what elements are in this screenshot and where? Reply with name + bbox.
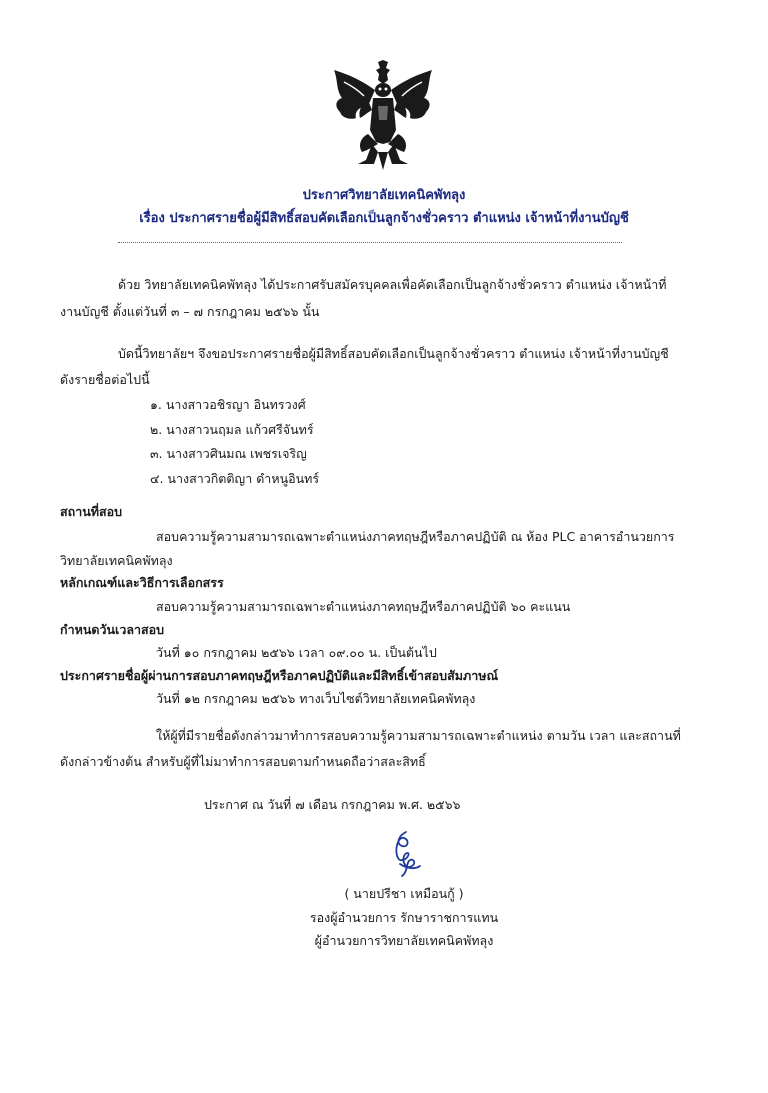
criteria-heading: หลักเกณฑ์และวิธีการเลือกสรร	[60, 575, 224, 590]
intro-line-1: ด้วย วิทยาลัยเทคนิคพัทลุง ได้ประกาศรับสมัครบุคคลเพื่อคัดเลือกเป็นลูกจ้างชั่วคราว ตำแหน่ง เจ้าหน้าที่	[118, 277, 667, 292]
intro-line-2: งานบัญชี ตั้งแต่วันที่ ๓ – ๗ กรกฎาคม ๒๕๖๖ นั้น	[60, 304, 320, 319]
notice-line-2: ดังกล่าวข้างต้น สำหรับผู้ที่ไม่มาทำการสอบตามกำหนดถือว่าสละสิทธิ์	[60, 754, 426, 769]
schedule-heading: กำหนดวันเวลาสอบ	[60, 622, 165, 637]
signer-position-1: รองผู้อำนวยการ รักษาราชการแทน	[309, 910, 499, 925]
notice-line-1: ให้ผู้ที่มีรายชื่อดังกล่าวมาทำการสอบความรู้ความสามารถเฉพาะตำแหน่ง ตามวัน เวลา และสถานที่	[156, 728, 681, 743]
announce-line-1: บัดนี้วิทยาลัยฯ จึงขอประกาศรายชื่อผู้มีสิทธิ์สอบคัดเลือกเป็นลูกจ้างชั่วคราว ตำแหน่ง เจ้าหน้าที่งานบัญชี	[118, 346, 669, 361]
venue-line-2: วิทยาลัยเทคนิคพัทลุง	[60, 553, 173, 568]
announce-line-2: ดังรายชื่อต่อไปนี้	[60, 372, 150, 387]
announcement-date: ประกาศ ณ วันที่ ๗ เดือน กรกฎาคม พ.ศ. ๒๕๖๖	[204, 797, 461, 812]
signer-position-2: ผู้อำนวยการวิทยาลัยเทคนิคพัทลุง	[314, 933, 494, 948]
candidate-item: ๑. นางสาวอชิรญา อินทรวงศ์	[150, 397, 306, 412]
candidate-item: ๒. นางสาวนฤมล แก้วศรีจันทร์	[150, 422, 314, 437]
heading-divider	[118, 242, 622, 243]
document-title: ประกาศวิทยาลัยเทคนิคพัทลุง	[302, 188, 466, 203]
criteria-line: สอบความรู้ความสามารถเฉพาะตำแหน่งภาคทฤษฎีหรือภาคปฏิบัติ ๖๐ คะแนน	[156, 599, 571, 614]
venue-heading: สถานที่สอบ	[60, 504, 123, 519]
candidate-item: ๔. นางสาวกิตติญา ดำหนูอินทร์	[150, 471, 320, 486]
candidate-item: ๓. นางสาวศินมณ เพชรเจริญ	[150, 446, 307, 461]
garuda-emblem-icon	[328, 60, 438, 172]
signer-name: ( นายปรีชา เหมือนกู้ )	[344, 886, 464, 901]
result-heading: ประกาศรายชื่อผู้ผ่านการสอบภาคทฤษฎีหรือภาคปฏิบัติและมีสิทธิ์เข้าสอบสัมภาษณ์	[60, 668, 499, 683]
signature-mark	[388, 830, 424, 880]
schedule-line: วันที่ ๑๐ กรกฎาคม ๒๕๖๖ เวลา ๐๙.๐๐ น. เป็นต้นไป	[156, 645, 437, 660]
document-subject: เรื่อง ประกาศรายชื่อผู้มีสิทธิ์สอบคัดเลือกเป็นลูกจ้างชั่วคราว ตำแหน่ง เจ้าหน้าที่งานบัญชี	[139, 211, 629, 226]
result-line: วันที่ ๑๒ กรกฎาคม ๒๕๖๖ ทางเว็บไซต์วิทยาลัยเทคนิคพัทลุง	[156, 691, 476, 706]
venue-line-1: สอบความรู้ความสามารถเฉพาะตำแหน่งภาคทฤษฎีหรือภาคปฏิบัติ ณ ห้อง PLC อาคารอำนวยการ	[156, 529, 675, 544]
